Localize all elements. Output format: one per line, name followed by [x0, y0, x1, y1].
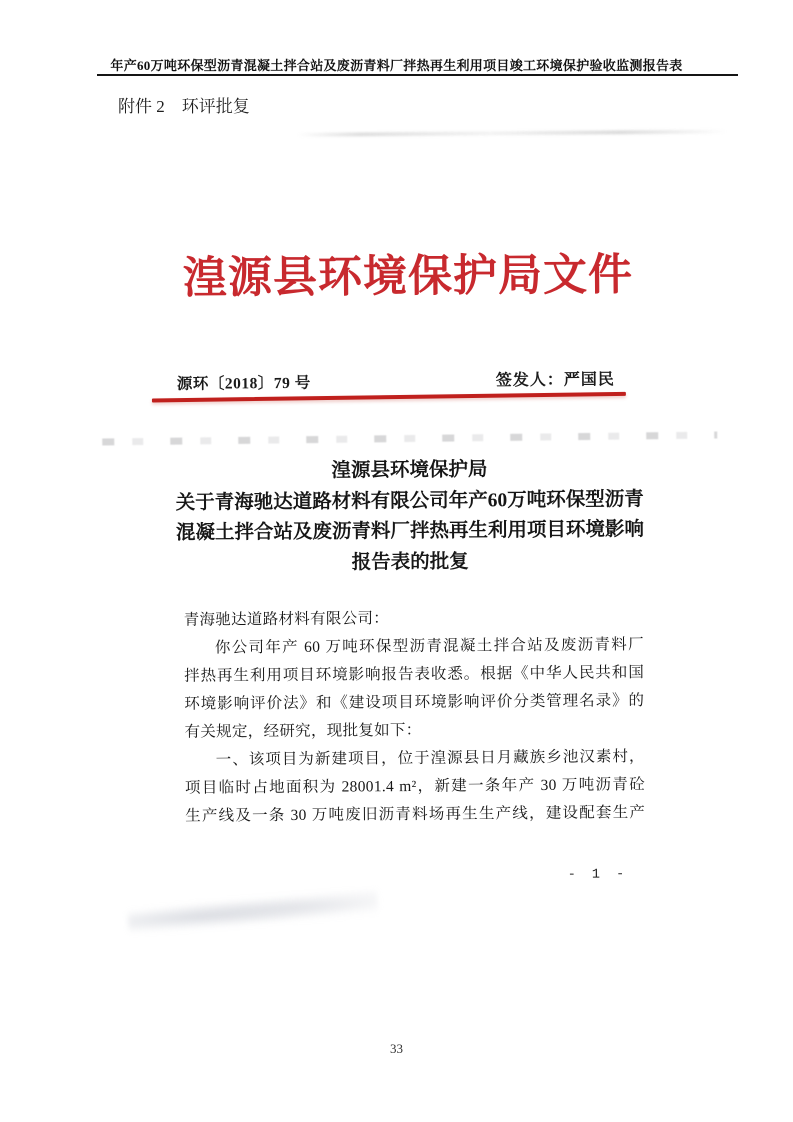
report-header-title: 年产60万吨环保型沥青混凝土拌合站及废沥青料厂拌热再生利用项目竣工环境保护验收监测报告表	[110, 58, 683, 73]
scan-artifact-band	[102, 432, 717, 446]
report-header-rule	[97, 74, 738, 76]
document-title-line-agency: 湟源县环境保护局	[331, 459, 488, 482]
scan-artifact-smudge	[127, 890, 378, 935]
body-line: 一、该项目为新建项目，位于湟源县日月藏族乡池汉素村，	[215, 748, 645, 769]
document-body	[184, 603, 646, 831]
body-line: 拌热再生利用项目环境影响报告表收悉。根据《中华人民共和国	[184, 664, 645, 685]
document-number: 源环〔2018〕79 号	[176, 374, 311, 393]
body-line: 环境影响评价法》和《建设项目环境影响评价分类管理名录》的	[184, 692, 645, 713]
body-line: 有关规定，经研究，现批复如下：	[184, 721, 422, 741]
document-page-marker: - 1 -	[567, 867, 629, 883]
scan-artifact-top-edge	[297, 129, 727, 136]
body-line-salutation: 青海驰达道路材料有限公司：	[183, 610, 390, 629]
body-line: 你公司年产 60 万吨环保型沥青混凝土拌合站及废沥青料厂	[214, 636, 644, 657]
body-line: 生产线及一条 30 万吨废旧沥青料场再生生产线，建设配套生产	[185, 804, 646, 825]
body-line: 项目临时占地面积为 28001.4 m²，新建一条年产 30 万吨沥青砼	[184, 776, 646, 797]
document-title-line-1: 关于青海驰达道路材料有限公司年产60万吨环保型沥青	[175, 488, 644, 514]
attachment-label: 附件 2 环评批复	[118, 97, 250, 116]
scanned-approval-document	[82, 127, 738, 942]
issuer-label: 签发人：严国民	[495, 371, 615, 390]
agency-banner-title: 湟源县环境保护局文件	[182, 250, 634, 303]
document-title	[84, 453, 735, 580]
document-title-line-3: 报告表的批复	[351, 551, 469, 573]
document-title-line-2: 混凝土拌合站及废沥青料厂拌热再生利用项目环境影响	[175, 519, 645, 544]
report-page-number: 33	[390, 1041, 403, 1056]
